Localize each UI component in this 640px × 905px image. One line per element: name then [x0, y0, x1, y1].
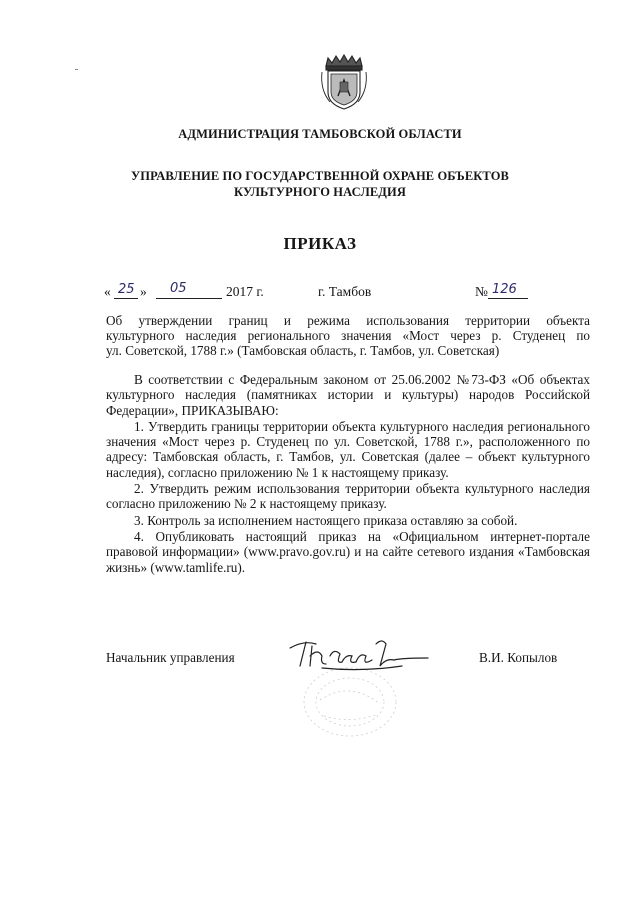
- date-day-underline: [114, 298, 138, 299]
- tambov-coat-of-arms-icon: [318, 52, 370, 112]
- handwritten-signature-icon: [282, 636, 432, 674]
- date-month-underline: [156, 298, 222, 299]
- date-close-quote: »: [140, 284, 147, 299]
- number-label: №: [475, 284, 488, 299]
- department-name-line2: КУЛЬТУРНОГО НАСЛЕДИЯ: [234, 185, 406, 199]
- signatory-position: Начальник управления: [106, 650, 235, 665]
- clause-2: 2. Утвердить режим использования территории объекта культурного наследия согласно приложению № 2 к настоящему приказу.: [106, 481, 590, 512]
- date-open-quote: «: [104, 284, 111, 299]
- date-month: 05: [170, 281, 187, 296]
- organization-name: АДМИНИСТРАЦИЯ ТАМБОВСКОЙ ОБЛАСТИ: [178, 127, 462, 141]
- clause-4: 4. Опубликовать настоящий приказ на «Официальном интернет-портале правовой информации» (www.pravo.gov.ru) и на сайте сетевого издания «Тамбовская жизнь» (www.tamlife.ru).: [106, 528, 590, 575]
- order-body: [106, 372, 590, 576]
- date-day: 25: [118, 282, 135, 297]
- signatory-name: В.И. Копылов: [479, 650, 558, 665]
- subject-line-2: культурного наследия регионального значения «Мост через р. Студенец по: [106, 328, 590, 343]
- city-name: г. Тамбов: [318, 284, 372, 299]
- scan-speck: [75, 69, 78, 70]
- date-year: 2017 г.: [226, 284, 264, 299]
- document-title: ПРИКАЗ: [283, 234, 357, 253]
- clause-1: 1. Утвердить границы территории объекта культурного наследия регионального значения «Мост через р. Студенец по ул. Советской, 1788 г.», расположенного по адресу: Тамбовская область, г. Тамбов, ул. Советская (далее – объект культурного наследия), согласно приложению № 1 к настоящему приказу.: [106, 418, 590, 480]
- subject-line-1: Об утверждении границ и режима использования территории объекта: [106, 313, 590, 328]
- order-subject: [106, 313, 590, 358]
- department-name-line1: УПРАВЛЕНИЕ ПО ГОСУДАРСТВЕННОЙ ОХРАНЕ ОБЪЕКТОВ: [131, 169, 509, 183]
- order-number-underline: [488, 298, 528, 299]
- subject-line-3: ул. Советской, 1788 г.» (Тамбовская область, г. Тамбов, ул. Советская): [106, 343, 500, 358]
- preamble-paragraph: В соответствии с Федеральным законом от 25.06.2002 №73-ФЗ «Об объектах культурного наследия (памятниках истории и культуры) народов Российской Федерации», ПРИКАЗЫВАЮ:: [106, 372, 590, 418]
- order-number: 126: [492, 282, 517, 297]
- clause-3: 3. Контроль за исполнением настоящего приказа оставляю за собой.: [134, 512, 518, 528]
